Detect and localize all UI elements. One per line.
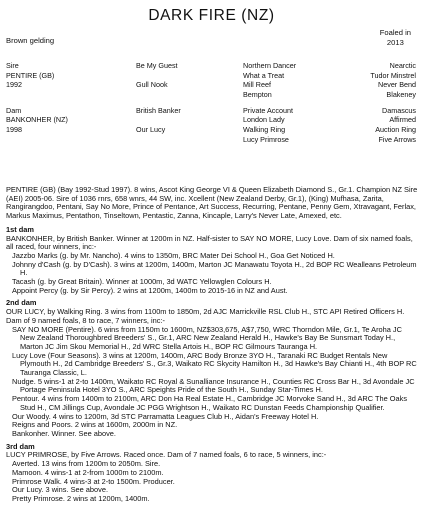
- progeny-line: Our Woody. 4 wins to 1200m, 3d STC Parramatta Leagues Club H., Aidan's Freeway Hotel H.: [12, 411, 319, 421]
- pedigree-cell: Mill Reef: [243, 80, 271, 90]
- progeny-line: Jazzbo Marks (g. by Mr. Nancho). 4 wins to 1350m, BRC Mater Dei School H., Goa Get Noticed H.: [12, 250, 335, 260]
- progeny-line: Mamoon. 4 wins-1 at 2-from 1000m to 2100m.: [12, 467, 164, 477]
- progeny-line: Averted. 13 wins from 1200m to 2050m. Sire.: [12, 459, 161, 469]
- pedigree-cell: 1998: [6, 125, 22, 135]
- pedigree-cell: Five Arrows: [378, 134, 416, 144]
- progeny-line: Nudge. 5 wins-1 at 2-to 1400m, Waikato RC Royal & Sunalliance Insurance H., Counties RC Cross Bar H., 3d Avondale JC Portage Peninsula Hotel 3YO S., ARC Speights Pride of the South H., Sunday Star-Times H.: [12, 376, 415, 395]
- progeny-line: Primrose Walk. 4 wins-3 at 2-to 1500m. Producer.: [12, 476, 175, 486]
- pedigree-cell: Affirmed: [389, 115, 416, 125]
- page-title: DARK FIRE (NZ): [148, 7, 275, 24]
- foaled-year: 2013: [386, 37, 404, 47]
- pedigree-row: [6, 80, 416, 90]
- section-heading: 3rd dam: [6, 441, 35, 451]
- progeny-line: SAY NO MORE (Pentire). 6 wins from 1150m to 1600m, NZ$303,675, A$7,750, WRC Thorndon Mile, Gr.1, Te Aroha JC New Zealand Thoroughbred Breeders' S., Gr.1, ARC New Zealand Herald H., Hawke's Bay Be Sunsmart Today H., Marton JC Jim Skou Memorial H., 2d WRC Stella Artois H., BOP RC Gilmours Tauranga H.: [12, 324, 402, 351]
- progeny-line: LUCY PRIMROSE, by Five Arrows. Raced once. Dam of 7 named foals, 6 to race, 5 winners, inc:-: [6, 450, 327, 460]
- pedigree-row: [6, 61, 416, 71]
- section-heading: 1st dam: [6, 224, 34, 234]
- progeny-line: OUR LUCY, by Walking Ring. 3 wins from 1100m to 1850m, 2d AJC Marrickville RSL Club H., STC API Retired Officers H. Dam of 9 named foals, 8 to race, 7 winners, inc:-: [6, 307, 405, 325]
- pedigree-cell: Sire: [6, 61, 19, 70]
- pedigree-cell: Private Account: [243, 105, 293, 115]
- pedigree-cell: Be My Guest: [136, 61, 178, 70]
- pedigree-row: [6, 115, 416, 125]
- progeny-line: Pretty Primrose. 2 wins at 1200m, 1400m.: [12, 493, 150, 503]
- foaled-info: [380, 28, 411, 47]
- pedigree-notes: [6, 186, 418, 504]
- foaled-label: Foaled in: [379, 28, 411, 37]
- pedigree-cell: BANKONHER (NZ): [6, 115, 68, 125]
- pedigree-row: [6, 71, 416, 81]
- section-heading: 2nd dam: [6, 298, 37, 308]
- pedigree-cell: Auction Ring: [375, 125, 416, 135]
- pedigree-cell: Gull Nook: [136, 80, 168, 90]
- pedigree-cell: British Banker: [136, 105, 181, 115]
- pedigree-table: [6, 61, 416, 145]
- progeny-line: Tacash (g. by Great Britain). Winner at 1000m, 3d WATC Yellowglen Colours H.: [12, 277, 272, 287]
- pedigree-row: [6, 90, 416, 100]
- pedigree-cell: Lucy Primrose: [243, 134, 289, 144]
- pedigree-row: [6, 135, 416, 145]
- pedigree-row: [6, 106, 416, 116]
- pedigree-cell: 1992: [6, 80, 22, 90]
- pedigree-cell: London Lady: [243, 115, 285, 125]
- sire-notes: PENTIRE (GB) (Bay 1992-Stud 1997). 8 wins, Ascot King George VI & Queen Elizabeth Diamond S., Gr.1. Champion NZ Sire (AEI) 2005-06. Sire of 1036 rnrs, 658 wnrs, 44 SW, inc. Xcellent (New Zealand Derby, Gr.1), (King) Mufhasa, Zarita, Rangirangdoo, Pentani, Say No More, Prince of Pentance, Art Success, Recurring, Pentane, Penny Gem, Xtravagant, Ferlax, Markus Maximus, Pentathon, Tinseltown, Pentastic, Zanna, Kincaple, Larry's Never Late, Amexed, etc.: [6, 185, 418, 221]
- horse-colour: Brown gelding: [6, 36, 55, 45]
- progeny-line: Pentour. 4 wins from 1400m to 2100m, ARC Don Ha Real Estate H., Cambridge JC Morvoke Sand H., 3d ARC The Oaks Stud H., CM Jillings Cup, Avondale JC PGG Wrightson H., Waikato RC Dunstan Feeds Championship Qualifier.: [12, 394, 408, 412]
- progeny-line: Bankonher. Winner. See above.: [12, 428, 116, 438]
- progeny-line: Appoint Percy (g. by Sir Percy). 2 wins at 1200m, 1400m to 2015-16 in NZ and Aust.: [12, 285, 288, 295]
- pedigree-cell: Walking Ring: [243, 125, 286, 135]
- pedigree-cell: Our Lucy: [136, 125, 166, 135]
- pedigree-cell: Northern Dancer: [243, 61, 297, 70]
- pedigree-cell: Tudor Minstrel: [370, 70, 416, 80]
- pedigree-row: [6, 125, 416, 135]
- pedigree-cell: PENTIRE (GB): [6, 70, 55, 80]
- pedigree-cell: Blakeney: [386, 90, 416, 100]
- pedigree-cell: Never Bend: [378, 80, 416, 90]
- progeny-line: Lucy Love (Four Seasons). 3 wins at 1200m, 1400m, ARC Body Bronze 3YO H., Taranaki RC Budget Rentals New Plymouth H., 2d Cambridge Breeders' S., Gr.3, Waikato RC Skycity Hamilton H., 3d Hawke's Bay Chianti H., 4th BOP RC Tauranga Classic, L.: [12, 350, 417, 378]
- dam-sections: [6, 226, 418, 504]
- pedigree-cell: Dam: [6, 105, 22, 115]
- pedigree-cell: Bempton: [243, 90, 272, 100]
- pedigree-cell: Damascus: [382, 105, 416, 115]
- progeny-line: Our Lucy. 3 wins. See above.: [12, 485, 108, 495]
- pedigree-cell: Nearctic: [389, 61, 416, 70]
- progeny-line: Reigns and Poors. 2 wins at 1600m, 2000m in NZ.: [12, 420, 178, 430]
- progeny-line: Johnny d'Cash (g. by D'Cash). 3 wins at 1200m, 1400m, Marton JC Manawatu Toyota H., 2d BOP RC Wealleans Petroleum H.: [12, 259, 417, 278]
- progeny-line: BANKONHER, by British Banker. Winner at 1200m in NZ. Half-sister to SAY NO MORE, Lucy Love. Dam of six named foals, all raced, four winners, inc:-: [6, 233, 413, 252]
- pedigree-cell: What a Treat: [243, 70, 285, 80]
